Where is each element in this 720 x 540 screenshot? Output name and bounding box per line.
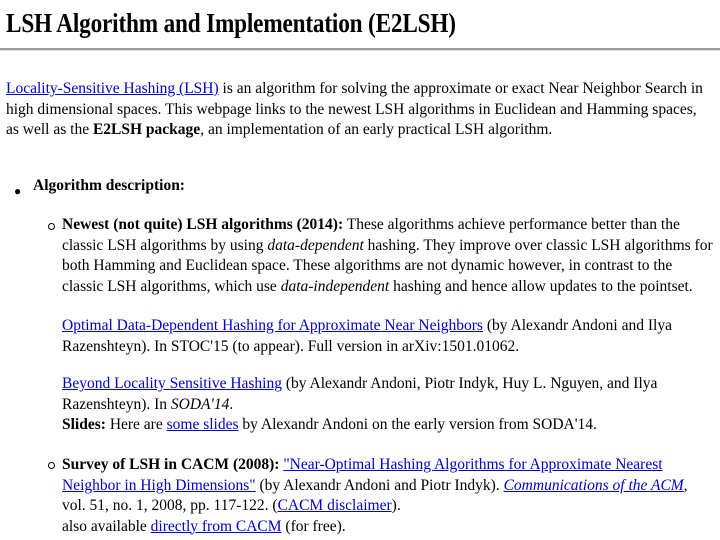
- survey-heading: Survey of LSH in CACM (2008):: [62, 456, 280, 473]
- algorithm-description-heading: Algorithm description:: [33, 177, 185, 194]
- page-title: LSH Algorithm and Implementation (E2LSH): [6, 8, 456, 38]
- newest-heading: Newest (not quite) LSH algorithms (2014):: [62, 216, 344, 233]
- paper-2-period: .: [229, 395, 234, 413]
- e2lsh-package-label: E2LSH package: [92, 121, 201, 138]
- data-dependent-term: data-dependent: [267, 236, 364, 254]
- paper-2-text: (by Alexandr Andoni, Piotr Indyk, Huy L. Nguyen, and Ilya Razenshteyn). In: [62, 375, 658, 413]
- survey-item: [62, 455, 714, 537]
- survey-paper-link[interactable]: "Near-Optimal Hashing Algorithms for Approximate Nearest Neighbor in High Dimensions": [62, 456, 663, 494]
- paper-2-venue: SODA'14: [170, 395, 230, 413]
- title-divider-shadow: [0, 50, 720, 51]
- slides-text-1: Here are: [105, 416, 167, 433]
- slides-text-2: by Alexandr Andoni on the early version from SODA'14.: [238, 416, 597, 433]
- cacm-disclaimer-link[interactable]: CACM disclaimer: [277, 497, 392, 514]
- paper-1-text: (by Alexandr Andoni and Ilya Razenshteyn). In STOC'15 (to appear). Full version in arXiv:1501.01062.: [62, 317, 672, 355]
- lsh-link[interactable]: Locality-Sensitive Hashing (LSH): [6, 80, 219, 97]
- some-slides-link[interactable]: some slides: [166, 416, 239, 433]
- bullet-circle-icon: [48, 223, 55, 230]
- optimal-hashing-paper-link[interactable]: Optimal Data-Dependent Hashing for Approximate Near Neighbors: [62, 317, 483, 334]
- newest-text-3: hashing and hence allow updates to the pointset.: [389, 277, 693, 295]
- paper-2-entry: [62, 374, 714, 436]
- directly-from-cacm-link[interactable]: directly from CACM: [150, 517, 282, 535]
- survey-text-1: (by Alexandr Andoni and Piotr Indyk).: [255, 476, 504, 494]
- beyond-lsh-paper-link[interactable]: Beyond Locality Sensitive Hashing: [62, 375, 282, 392]
- survey-text-3: ).: [391, 497, 401, 514]
- paper-1-entry: [62, 316, 714, 357]
- slides-label: Slides:: [62, 416, 106, 433]
- intro-paragraph: [6, 79, 712, 141]
- newest-text-1: These algorithms achieve performance better than the classic LSH algorithms by using: [62, 216, 680, 254]
- intro-text-2: , an implementation of an early practical LSH algorithm.: [200, 121, 553, 138]
- newest-algorithms-item: [62, 215, 714, 297]
- cacm-journal-link[interactable]: Communications of the ACM: [503, 476, 684, 494]
- also-available-text: also available: [62, 517, 151, 535]
- bullet-disc-icon: ●: [14, 184, 22, 198]
- intro-text-1: is an algorithm for solving the approximate or exact Near Neighbor Search in high dimensional spaces. This webpage links to the newest LSH algorithms in Euclidean and Hamming spaces, as well as the: [6, 80, 703, 138]
- data-independent-term: data-independent: [280, 277, 390, 295]
- survey-text-2: , vol. 51, no. 1, 2008, pp. 117-122. (: [62, 476, 688, 514]
- for-free-text: (for free).: [281, 517, 346, 535]
- newest-text-2: hashing. They improve over classic LSH algorithms for both Hamming and Euclidean space. These algorithms are not dynamic however, in contrast to the classic LSH algorithms, which use: [62, 236, 713, 295]
- bullet-circle-icon: [48, 462, 55, 469]
